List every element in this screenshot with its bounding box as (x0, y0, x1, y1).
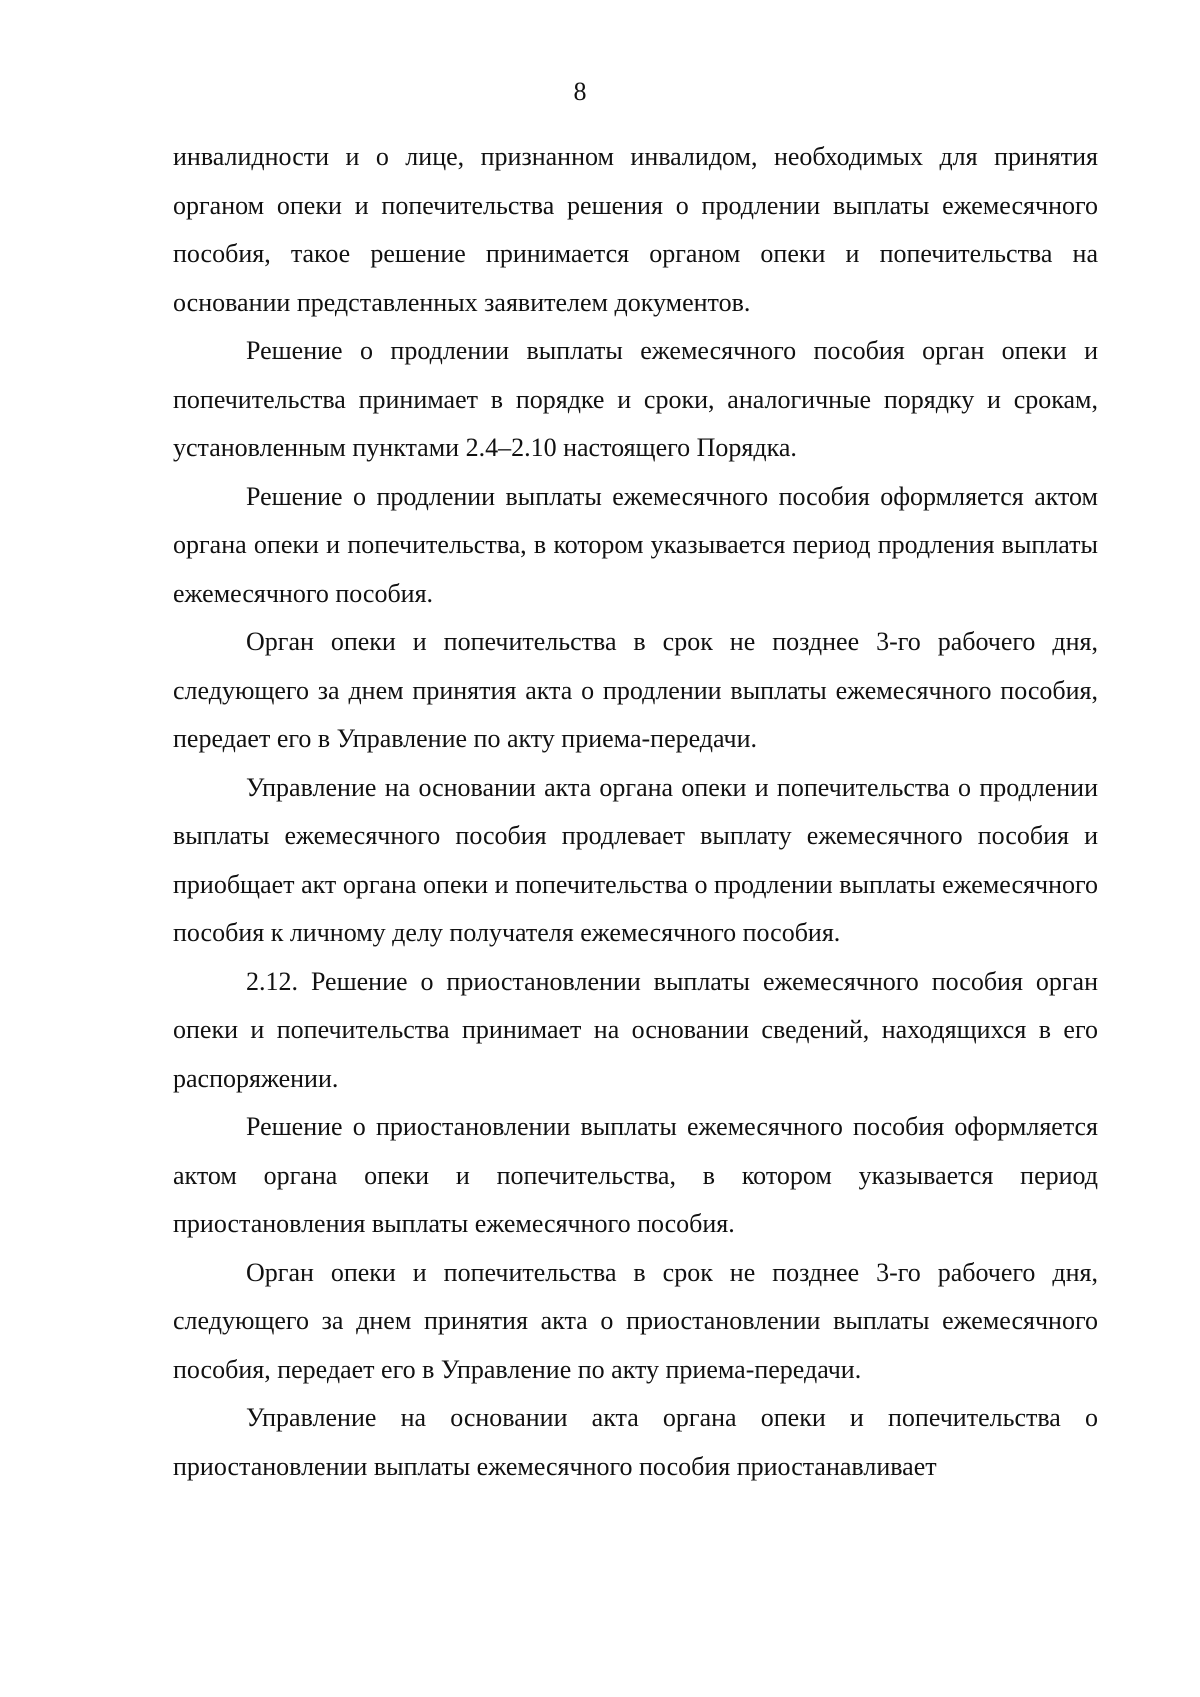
paragraph-extension-transfer: Орган опеки и попечительства в срок не позднее 3-го рабочего дня, следующего за днем принятия акта о продлении выплаты ежемесячного пособия, передает его в Управление по акту приема-передачи. (173, 627, 1098, 753)
paragraph-extension-administration: Управление на основании акта органа опеки и попечительства о продлении выплаты ежемесячного пособия продлевает выплату ежемесячного пособия и приобщает акт органа опеки и попечительства о продлении выплаты ежемесячного пособия к личному делу получателя ежемесячного пособия. (173, 772, 1098, 947)
paragraph-suspension-transfer: Орган опеки и попечительства в срок не позднее 3-го рабочего дня, следующего за днем принятия акта о приостановлении выплаты ежемесячного пособия, передает его в Управление по акту приема-передачи. (173, 1257, 1098, 1384)
page-number: 8 (573, 77, 587, 106)
paragraph-continuation: инвалидности и о лице, признанном инвалидом, необходимых для принятия органом опеки и попечительства решения о продлении выплаты ежемесячного пособия, такое решение принимается органом опеки и попечительства на основании представленных заявителем документов. (173, 142, 1098, 317)
paragraph-suspension-administration: Управление на основании акта органа опеки и попечительства о приостановлении выплаты ежемесячного пособия приостанавливает (173, 1403, 1098, 1481)
paragraph-suspension-act: Решение о приостановлении выплаты ежемесячного пособия оформляется актом органа опеки и попечительства, в котором указывается период приостановления выплаты ежемесячного пособия. (173, 1112, 1098, 1238)
paragraph-clause-2-12: 2.12. Решение о приостановлении выплаты ежемесячного пособия орган опеки и попечительства принимает на основании сведений, находящихся в его распоряжении. (173, 966, 1098, 1093)
paragraph-extension-decision-procedure: Решение о продлении выплаты ежемесячного пособия орган опеки и попечительства принимает в порядке и сроки, аналогичные порядку и срокам, установленным пунктами 2.4–2.10 настоящего Порядка. (173, 336, 1098, 462)
paragraph-extension-act: Решение о продлении выплаты ежемесячного пособия оформляется актом органа опеки и попечительства, в котором указывается период продления выплаты ежемесячного пособия. (173, 481, 1098, 608)
document-body (173, 133, 1098, 1491)
